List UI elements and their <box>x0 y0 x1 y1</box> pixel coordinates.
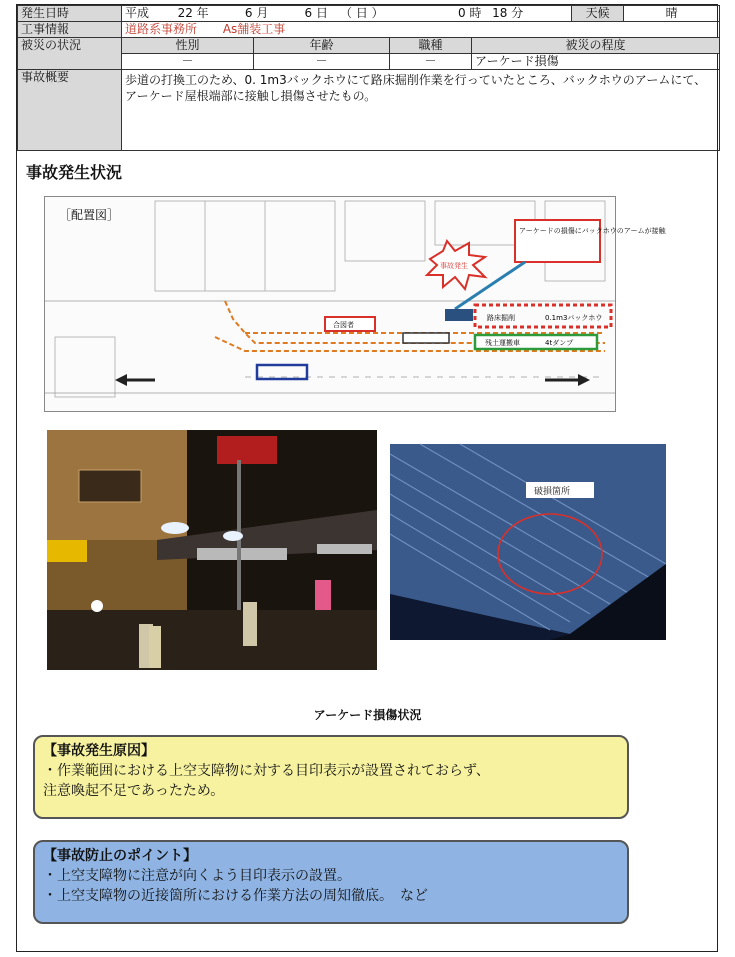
burst-label: 事故発生 <box>440 262 468 270</box>
cause-title: 【事故発生原因】 <box>43 743 155 759</box>
date-value <box>122 6 572 22</box>
layout-diagram-drawing <box>45 197 666 411</box>
year: 22 <box>177 6 193 20</box>
weekday: （ 日 ） <box>340 6 384 20</box>
date-label: 発生日時 <box>18 6 122 22</box>
cause-line-2: 注意喚起不足であったため。 <box>43 783 225 799</box>
hour: 0 <box>458 6 466 20</box>
points-title: 【事故防止のポイント】 <box>43 848 197 864</box>
month: 6 <box>244 6 253 20</box>
photo-caption: アーケード損傷状況 <box>313 708 422 722</box>
office-name: 道路系事務所 <box>125 22 198 36</box>
col-degree: 被災の程度 <box>472 38 720 54</box>
cause-box <box>33 735 629 819</box>
age-value: － <box>254 54 390 70</box>
era: 平成 <box>125 6 150 20</box>
cause-line-1: ・作業範囲における上空支障物に対する目印表示が設置されておらず、 <box>43 763 490 779</box>
damage-value-row <box>18 54 720 70</box>
report-header-table <box>17 5 720 151</box>
gender-value: － <box>122 54 254 70</box>
points-line-2: ・上空支障物の近接箇所における作業方法の周知徹底。 など <box>43 888 428 904</box>
minute: 18 <box>492 6 508 20</box>
site-photo-left <box>47 430 377 670</box>
day: 6 <box>304 6 313 20</box>
col-job: 職種 <box>390 38 472 54</box>
left-arrow-icon <box>115 374 155 386</box>
points-line-1: ・上空支障物に注意が向くよう目印表示の設置。 <box>43 868 351 884</box>
summary-text: 歩道の打換工のため、0. 1m3バックホウにて路床掘削作業を行っていたところ、バックホウのアームにて、アーケード屋根端部に接触し損傷させたもの。 <box>122 70 720 151</box>
year-unit: 年 <box>196 6 209 20</box>
job-value: － <box>390 54 472 70</box>
col-age: 年齢 <box>254 38 390 54</box>
truck-icon <box>403 333 449 343</box>
damage-header-row <box>18 38 720 54</box>
guard-label: 合図者 <box>333 321 354 329</box>
hour-unit: 時 <box>469 6 482 20</box>
soil-truck-label: 残土運搬車 <box>485 339 520 347</box>
backhoe-label: 0.1m3バックホウ <box>545 314 603 322</box>
month-unit: 月 <box>256 6 269 20</box>
work-label: 工事情報 <box>18 22 122 38</box>
weather-label: 天候 <box>572 6 624 22</box>
work-value <box>122 22 720 38</box>
section-title: 事故発生状況 <box>26 163 123 182</box>
summary-label: 事故概要 <box>18 70 122 151</box>
right-arrow-icon <box>545 374 590 386</box>
minute-unit: 分 <box>511 6 524 20</box>
degree-value: アーケード損傷 <box>472 54 720 70</box>
site-photo-right-drawing <box>390 444 666 640</box>
site-photo-right <box>390 444 666 640</box>
day-unit: 日 <box>316 6 329 20</box>
work-name: As舗装工事 <box>222 22 286 36</box>
dump-truck-label: 4tダンプ <box>545 339 574 347</box>
col-gender: 性別 <box>122 38 254 54</box>
damage-label: 被災の状況 <box>18 38 122 70</box>
site-photo-left-drawing <box>47 430 377 670</box>
work-row <box>18 22 720 38</box>
backhoe-icon <box>445 309 473 321</box>
layout-diagram <box>44 196 666 412</box>
summary-row <box>18 70 720 151</box>
prevention-points-box <box>33 840 629 924</box>
callout-text: アーケードの損傷にバックホウのアームが接触 <box>519 227 666 235</box>
date-row <box>18 6 720 22</box>
damage-label: 破損箇所 <box>534 487 571 497</box>
work-label: 路床掘削 <box>487 314 515 322</box>
map-title: ［配置図］ <box>59 208 120 222</box>
weather-value: 晴 <box>624 6 720 22</box>
